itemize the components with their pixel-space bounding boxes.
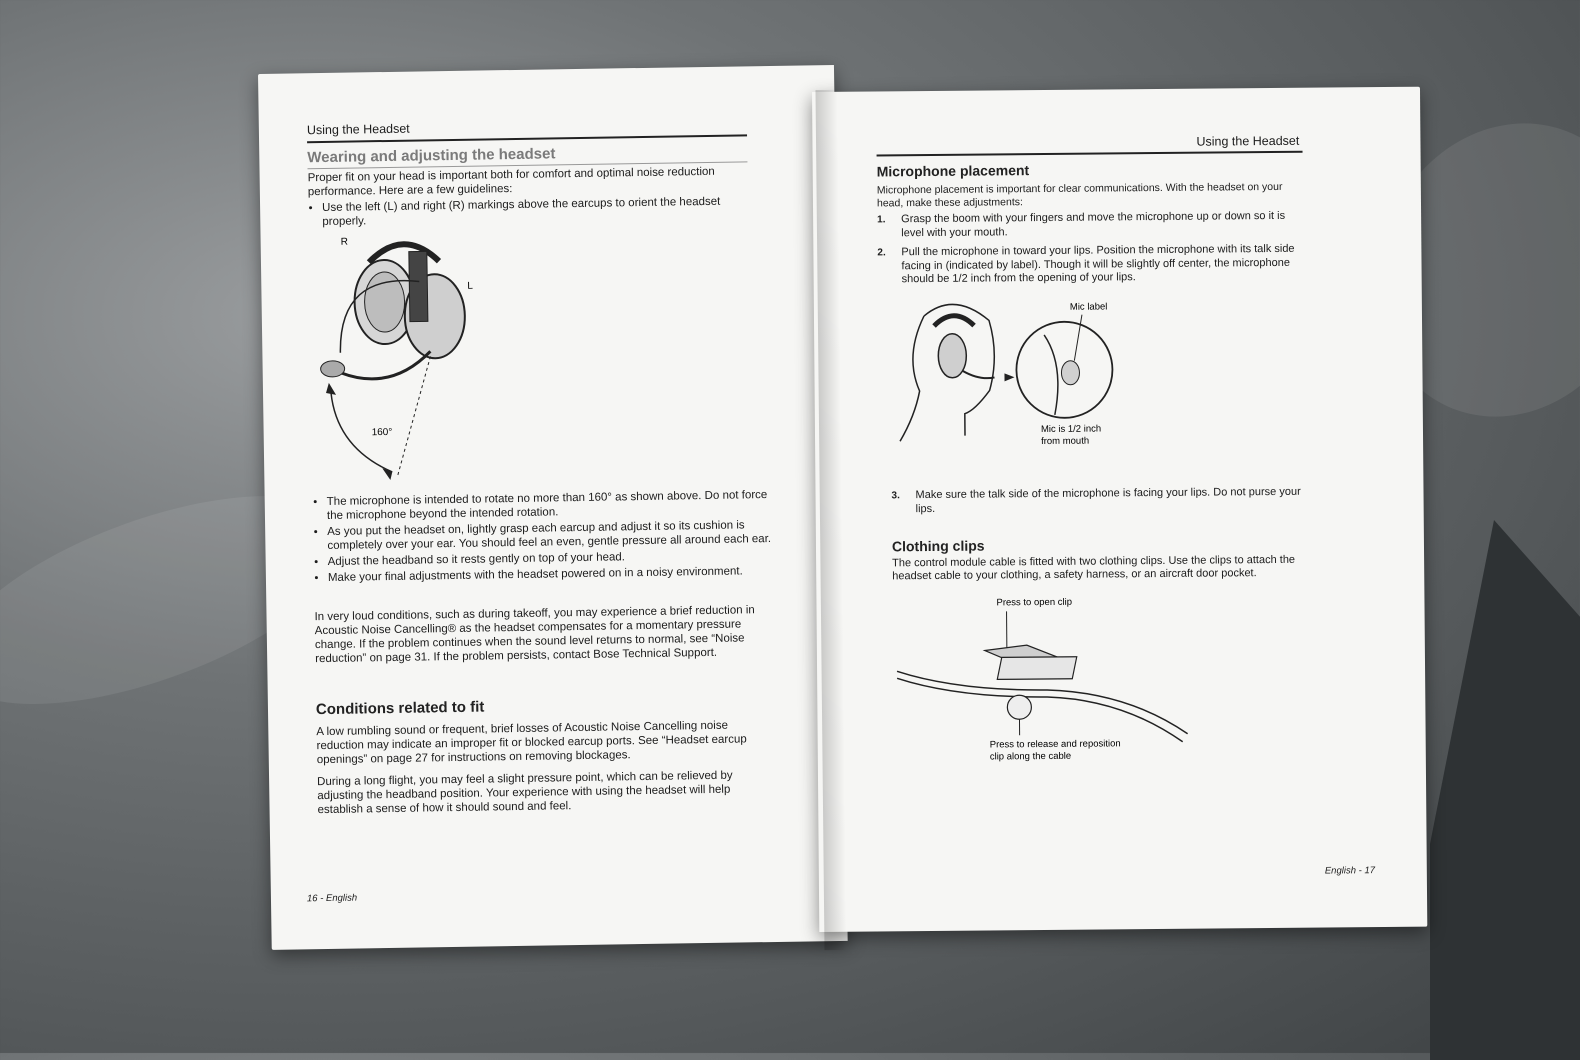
list-item: • Make your final adjustments with the headset powered on in a noisy environment. bbox=[328, 564, 778, 585]
header-rule bbox=[877, 151, 1303, 157]
headset-rotation-figure bbox=[309, 230, 513, 483]
open-clip-caption: Press to open clip bbox=[996, 597, 1072, 609]
background-dark-shape bbox=[1430, 520, 1580, 1060]
mic-step-3 bbox=[891, 486, 1321, 523]
orient-bullet bbox=[308, 194, 752, 231]
release-clip-caption: Press to release and reposition bbox=[990, 738, 1121, 750]
conditions-title: Conditions related to fit bbox=[316, 699, 485, 719]
fig-label-r: R bbox=[341, 237, 348, 248]
left-page bbox=[258, 65, 848, 950]
conditions-paragraph-2: During a long flight, you may feel a slight pressure point, which can be relieved by adjusting the headband position. Your experience with using the headset will help establish a sense of how it should sound and feel. bbox=[317, 768, 773, 817]
running-head: Using the Headset bbox=[307, 122, 410, 138]
mic-placement-title: Microphone placement bbox=[877, 162, 1030, 179]
mic-distance-caption: Mic is 1/2 inch bbox=[1041, 423, 1101, 435]
mic-steps bbox=[877, 210, 1308, 293]
clothing-clips-title: Clothing clips bbox=[892, 538, 985, 555]
step-text: Grasp the boom with your fingers and move the microphone up or down so it is level with your mouth. bbox=[901, 210, 1285, 239]
clips-paragraph: The control module cable is fitted with two clothing clips. Use the clips to attach the headset cable to your clothing, a safety harness, or an aircraft door pocket. bbox=[892, 553, 1332, 583]
fit-bullets bbox=[313, 488, 778, 587]
list-item bbox=[877, 243, 1307, 287]
fig-label-angle: 160° bbox=[372, 427, 393, 438]
mic-placement-figure bbox=[894, 294, 1155, 456]
list-item: • Adjust the headband so it rests gently on top of your head. bbox=[328, 548, 778, 569]
section-title: Wearing and adjusting the headset bbox=[307, 145, 555, 166]
page-number: English - 17 bbox=[1325, 865, 1375, 876]
step-number: 3. bbox=[891, 489, 899, 503]
mic-distance-caption: from mouth bbox=[1041, 436, 1089, 447]
release-clip-caption: clip along the cable bbox=[990, 751, 1071, 763]
list-item: • Use the left (L) and right (R) markings above the earcups to orient the headset properly. bbox=[322, 194, 752, 229]
conditions-paragraph-1: A low rumbling sound or frequent, brief losses of Acoustic Noise Cancelling noise reduction may indicate an improper fit or blocked earcup ports. See “Headset earcup openings” on page 27 for instructions on removing blockages. bbox=[316, 718, 772, 767]
list-item bbox=[877, 210, 1307, 241]
list-item bbox=[891, 486, 1321, 517]
step-text: Pull the microphone in toward your lips. Position the microphone with its talk side facing in (indicated by label). Though it will be slightly off center, the microphone should be 1/2 inch from the opening of your lips. bbox=[901, 243, 1294, 285]
intro-paragraph: Proper fit on your head is important both for comfort and optimal noise reduction performance. Here are a few guidelines: bbox=[308, 164, 748, 199]
loud-conditions-paragraph: In very loud conditions, such as during takeoff, you may experience a brief reduction in Acoustic Noise Cancelling® as the headset compensates for a momentary pressure change. If the problem continues when the sound level returns to normal, see “Noise reduction” on page 31. If the problem persists, contact Bose Technical Support. bbox=[314, 603, 770, 666]
right-page bbox=[812, 87, 1427, 932]
list-item: • As you put the headset on, lightly grasp each earcup and adjust it so its cushion is completely over your ear. You should feel an even, gentle pressure all around each ear. bbox=[327, 518, 777, 553]
running-head: Using the Headset bbox=[1196, 134, 1299, 149]
fig-label-l: L bbox=[467, 281, 473, 292]
clothing-clip-figure bbox=[896, 594, 1197, 767]
list-item: • The microphone is intended to rotate no more than 160° as shown above. Do not force the microphone beyond the intended rotation. bbox=[327, 488, 777, 523]
page-number: 16 - English bbox=[307, 893, 357, 905]
step-text: Make sure the talk side of the microphone is facing your lips. Do not purse your lips. bbox=[915, 486, 1300, 515]
step-number: 1. bbox=[877, 213, 885, 227]
mic-intro: Microphone placement is important for clear communications. With the headset on your head, make these adjustments: bbox=[877, 181, 1307, 211]
mic-label-caption: Mic label bbox=[1070, 301, 1108, 312]
step-number: 2. bbox=[877, 246, 885, 260]
